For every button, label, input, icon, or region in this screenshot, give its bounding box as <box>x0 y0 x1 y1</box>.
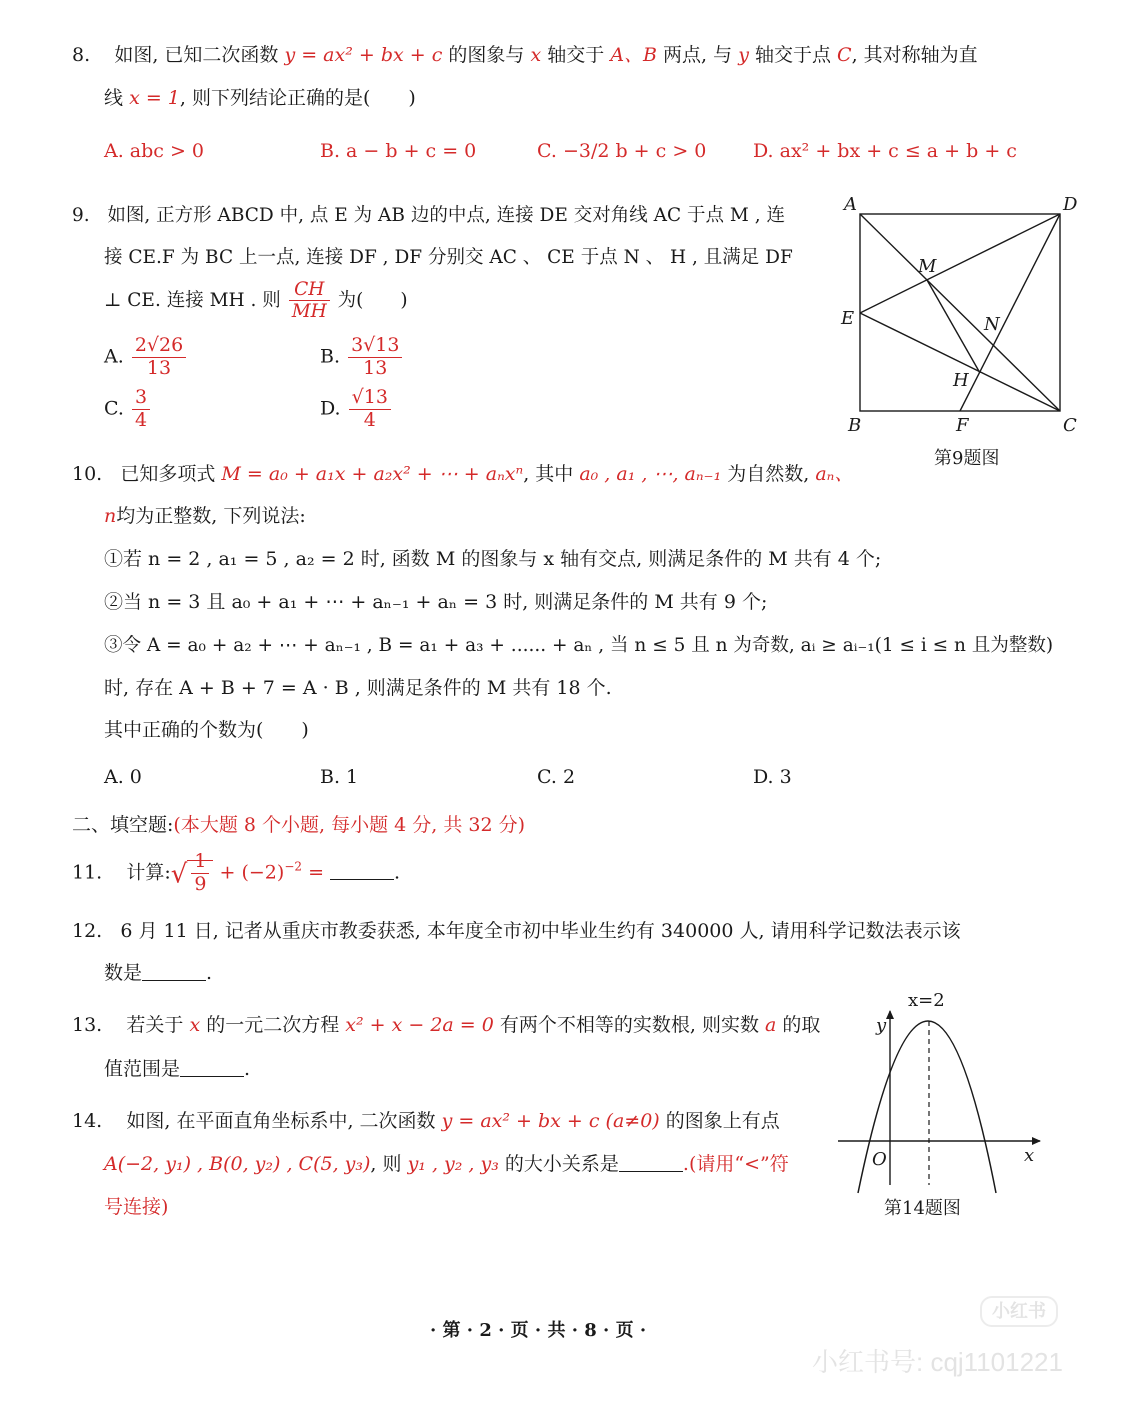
q9-option-b[interactable] <box>320 336 404 379</box>
q10-option-c[interactable] <box>537 766 575 790</box>
q9-stem: 为( ) <box>337 289 408 311</box>
q10-text: 为自然数, <box>727 463 810 485</box>
q10-coefficient: aₙ、 <box>815 463 854 485</box>
fraction-numerator: √13 <box>349 388 391 410</box>
q10-statement-2 <box>104 591 767 615</box>
q13-var: a <box>765 1014 777 1036</box>
q14-text: 的大小关系是 <box>504 1153 619 1175</box>
q11-text: . <box>394 861 401 884</box>
label-e: E <box>841 308 855 329</box>
q8-point: C <box>837 44 852 66</box>
label-h: H <box>953 370 969 391</box>
q12-text: 数是 <box>104 962 143 984</box>
q12-text: . <box>206 962 213 984</box>
q9-option-d[interactable] <box>320 388 393 431</box>
q13-number: 13. <box>72 1014 103 1036</box>
q14-text: , 则 <box>370 1153 402 1175</box>
square-diagram <box>836 190 1096 440</box>
q9-figure-caption: 第9题图 <box>934 448 1000 469</box>
q14-note: .(请用“<”符 <box>682 1153 789 1175</box>
q13-text: 值范围是 <box>104 1058 181 1080</box>
q8-number: 8. <box>72 44 91 66</box>
option-text: B. a − b + c = 0 <box>320 140 477 162</box>
q11-text: 计算: <box>126 861 171 884</box>
option-text: A. abc > 0 <box>104 140 205 162</box>
q14-values: y₁ , y₂ , y₃ <box>407 1153 499 1175</box>
q14-number: 14. <box>72 1110 103 1132</box>
fraction-denominator: 4 <box>363 408 376 431</box>
q9-option-a[interactable] <box>104 336 188 379</box>
q13-line2 <box>104 1058 250 1082</box>
q10-statement-3b <box>104 677 612 701</box>
answer-blank[interactable] <box>330 863 394 880</box>
q11 <box>72 852 400 895</box>
option-text: A. 0 <box>104 766 142 788</box>
fraction-denominator: 13 <box>146 356 172 379</box>
section-note: (本大题 8 个小题, 每小题 4 分, 共 32 分) <box>173 814 525 836</box>
q13-text: 若关于 <box>126 1014 184 1036</box>
q14-line3: 号连接) <box>104 1196 169 1218</box>
q14-function: y = ax² + bx + c (a≠0) <box>441 1110 660 1132</box>
q9-stem: 接 CE.F 为 BC 上一点, 连接 DF , DF 分别交 AC 、 CE 于点 N 、 H , 且满足 DF <box>104 247 793 268</box>
option-label: A. <box>104 345 124 368</box>
q9-figure <box>836 190 1096 440</box>
q11-exponent: −2 <box>284 859 303 874</box>
q14-figure <box>834 985 1054 1200</box>
q10-option-d[interactable] <box>753 766 792 790</box>
q8-points: A、B <box>610 44 657 66</box>
answer-blank[interactable] <box>142 964 206 981</box>
q14-line1 <box>72 1110 780 1134</box>
q11-expression: + (−2) <box>219 861 285 884</box>
option-label: D. <box>320 397 341 420</box>
q12-line2 <box>104 962 212 986</box>
q9-line1 <box>72 204 785 227</box>
x-axis-label: x <box>1024 1145 1035 1166</box>
label-n: N <box>984 314 1000 335</box>
q8-text: 轴交于 <box>547 44 605 66</box>
option-text: D. ax² + bx + c ≤ a + b + c <box>753 140 1017 162</box>
q8-var: x <box>530 44 542 66</box>
q8-text: 轴交于点 <box>754 44 831 66</box>
q14-figure-caption: 第14题图 <box>884 1198 961 1219</box>
fraction-numerator: 3 <box>132 388 150 410</box>
fraction-numerator: 3√13 <box>348 336 402 358</box>
q9-line3 <box>104 280 408 322</box>
q8-option-a[interactable] <box>104 140 204 164</box>
label-d: D <box>1063 194 1078 215</box>
label-b: B <box>848 415 862 436</box>
option-fraction <box>132 336 186 379</box>
q8-axis: x = 1 <box>129 87 180 109</box>
fraction-numerator: CH <box>289 280 330 301</box>
q14-points: A(−2, y₁) , B(0, y₂) , C(5, y₃) <box>104 1153 371 1175</box>
q8-text: 线 <box>104 87 124 109</box>
q8-text: 两点, 与 <box>663 44 733 66</box>
option-text: B. 1 <box>320 766 359 788</box>
q10-text: 均为正整数, 下列说法: <box>116 505 306 527</box>
label-m: M <box>918 256 937 277</box>
q14-text: 的图象上有点 <box>665 1110 780 1132</box>
origin-label: O <box>872 1149 887 1170</box>
fraction-denominator: MH <box>291 301 327 323</box>
q10-coefficients: a₀ , a₁ , ⋯, aₙ₋₁ <box>579 463 722 485</box>
fraction-numerator: 1 <box>191 852 209 874</box>
q8-var: y <box>738 44 749 66</box>
q13-text: 的取 <box>782 1014 821 1036</box>
q9-line2 <box>104 246 793 269</box>
statement-text: ②当 n = 3 且 a₀ + a₁ + ⋯ + aₙ₋₁ + aₙ = 3 时, 则满足条件的 M 共有 9 个; <box>104 591 768 613</box>
q10-ask <box>104 719 309 743</box>
fraction-denominator: 13 <box>363 356 388 379</box>
q10-option-b[interactable] <box>320 766 358 790</box>
section-2-heading <box>72 814 525 838</box>
q8-stem: 如图, 已知二次函数 <box>114 44 279 66</box>
q9-stem: 如图, 正方形 ABCD 中, 点 E 为 AB 边的中点, 连接 DE 交对角线 AC 于点 M , 连 <box>107 205 785 226</box>
segment-df <box>960 214 1060 411</box>
q13-text: 有两个不相等的实数根, 则实数 <box>499 1014 759 1036</box>
option-text: C. 2 <box>537 766 576 788</box>
q8-line2 <box>104 87 416 111</box>
q11-equals: = <box>308 861 324 884</box>
q8-text: , 则下列结论正确的是( ) <box>179 87 416 109</box>
answer-blank[interactable] <box>619 1155 683 1172</box>
q10-statement-3 <box>104 634 1053 657</box>
statement-text: 时, 存在 A + B + 7 = A · B , 则满足条件的 M 共有 18 个. <box>104 677 612 699</box>
q8-function: y = ax² + bx + c <box>284 44 443 66</box>
q9-stem: ⊥ CE. 连接 MH . 则 <box>104 289 281 311</box>
parabola-graph <box>834 985 1054 1200</box>
q10-statement-1 <box>104 548 881 572</box>
q9-number: 9. <box>72 205 90 226</box>
q10-option-a[interactable] <box>104 766 142 790</box>
watermark-handle: 小红书号: cqj1101221 <box>812 1347 1063 1377</box>
page-footer: · 第 · 2 · 页 · 共 · 8 · 页 · <box>430 1320 647 1341</box>
q10-text: 其中正确的个数为( ) <box>104 719 309 741</box>
y-axis-label: y <box>876 1015 887 1036</box>
q12-line1 <box>72 920 961 944</box>
q10-number: 10. <box>72 463 103 485</box>
q13-text: . <box>244 1058 251 1080</box>
sqrt-sign: √ <box>170 859 188 890</box>
q10-text: , 其中 <box>523 463 574 485</box>
q14-line2 <box>104 1153 789 1177</box>
segment-ce <box>860 313 1060 411</box>
option-label: B. <box>320 345 341 368</box>
q12-number: 12. <box>72 920 103 942</box>
q8-text: , 其对称轴为直 <box>851 44 978 66</box>
q10-var: n <box>104 505 117 527</box>
label-f: F <box>956 415 969 436</box>
q13-line1 <box>72 1014 820 1038</box>
q9-ratio <box>289 280 330 322</box>
q13-equation: x² + x − 2a = 0 <box>345 1014 494 1036</box>
label-c: C <box>1063 415 1077 436</box>
q8-option-d[interactable] <box>753 140 1017 164</box>
q10-text: 已知多项式 <box>120 463 216 485</box>
answer-blank[interactable] <box>180 1060 244 1077</box>
segment-de <box>860 214 1060 313</box>
q12-text: 6 月 11 日, 记者从重庆市教委获悉, 本年度全市初中毕业生约有 340000 人, 请用科学记数法表示该 <box>120 920 961 942</box>
symmetry-axis-label: x=2 <box>908 990 945 1011</box>
label-a: A <box>844 194 857 215</box>
q8-text: 的图象与 <box>448 44 525 66</box>
section-title: 二、填空题: <box>72 814 174 836</box>
q10-polynomial: M = a₀ + a₁x + a₂x² + ⋯ + aₙxⁿ <box>221 463 524 485</box>
q14-text: 如图, 在平面直角坐标系中, 二次函数 <box>126 1110 436 1132</box>
watermark-logo <box>980 1296 1058 1327</box>
option-fraction <box>348 336 402 379</box>
q9-option-c[interactable] <box>104 388 152 431</box>
option-fraction <box>349 388 391 431</box>
q11-radical <box>187 852 213 895</box>
fraction-denominator: 4 <box>134 408 148 431</box>
fraction-numerator: 2√26 <box>132 336 186 358</box>
option-text: C. −3/2 b + c > 0 <box>537 140 707 162</box>
q13-text: 的一元二次方程 <box>206 1014 340 1036</box>
q10-line2 <box>104 505 306 529</box>
q13-var: x <box>189 1014 201 1036</box>
q11-number: 11. <box>72 861 103 884</box>
statement-text: ①若 n = 2 , a₁ = 5 , a₂ = 2 时, 函数 M 的图象与 x 轴有交点, 则满足条件的 M 共有 4 个; <box>104 548 882 570</box>
fraction-denominator: 9 <box>194 872 207 895</box>
option-fraction <box>132 388 150 431</box>
q8-line1 <box>72 44 978 68</box>
option-label: C. <box>104 397 124 420</box>
q8-option-b[interactable] <box>320 140 476 164</box>
statement-text: ③令 A = a₀ + a₂ + ⋯ + aₙ₋₁ , B = a₁ + a₃ + ...... + aₙ , 当 n ≤ 5 且 n 为奇数, aᵢ ≥ aᵢ₋₁(1 ≤ i ≤ n 且为整数) <box>104 635 1054 656</box>
watermark-logo-text: 小红书 <box>992 1301 1046 1321</box>
q10-line1 <box>72 463 853 487</box>
q8-option-c[interactable] <box>537 140 706 164</box>
option-text: D. 3 <box>753 766 792 788</box>
